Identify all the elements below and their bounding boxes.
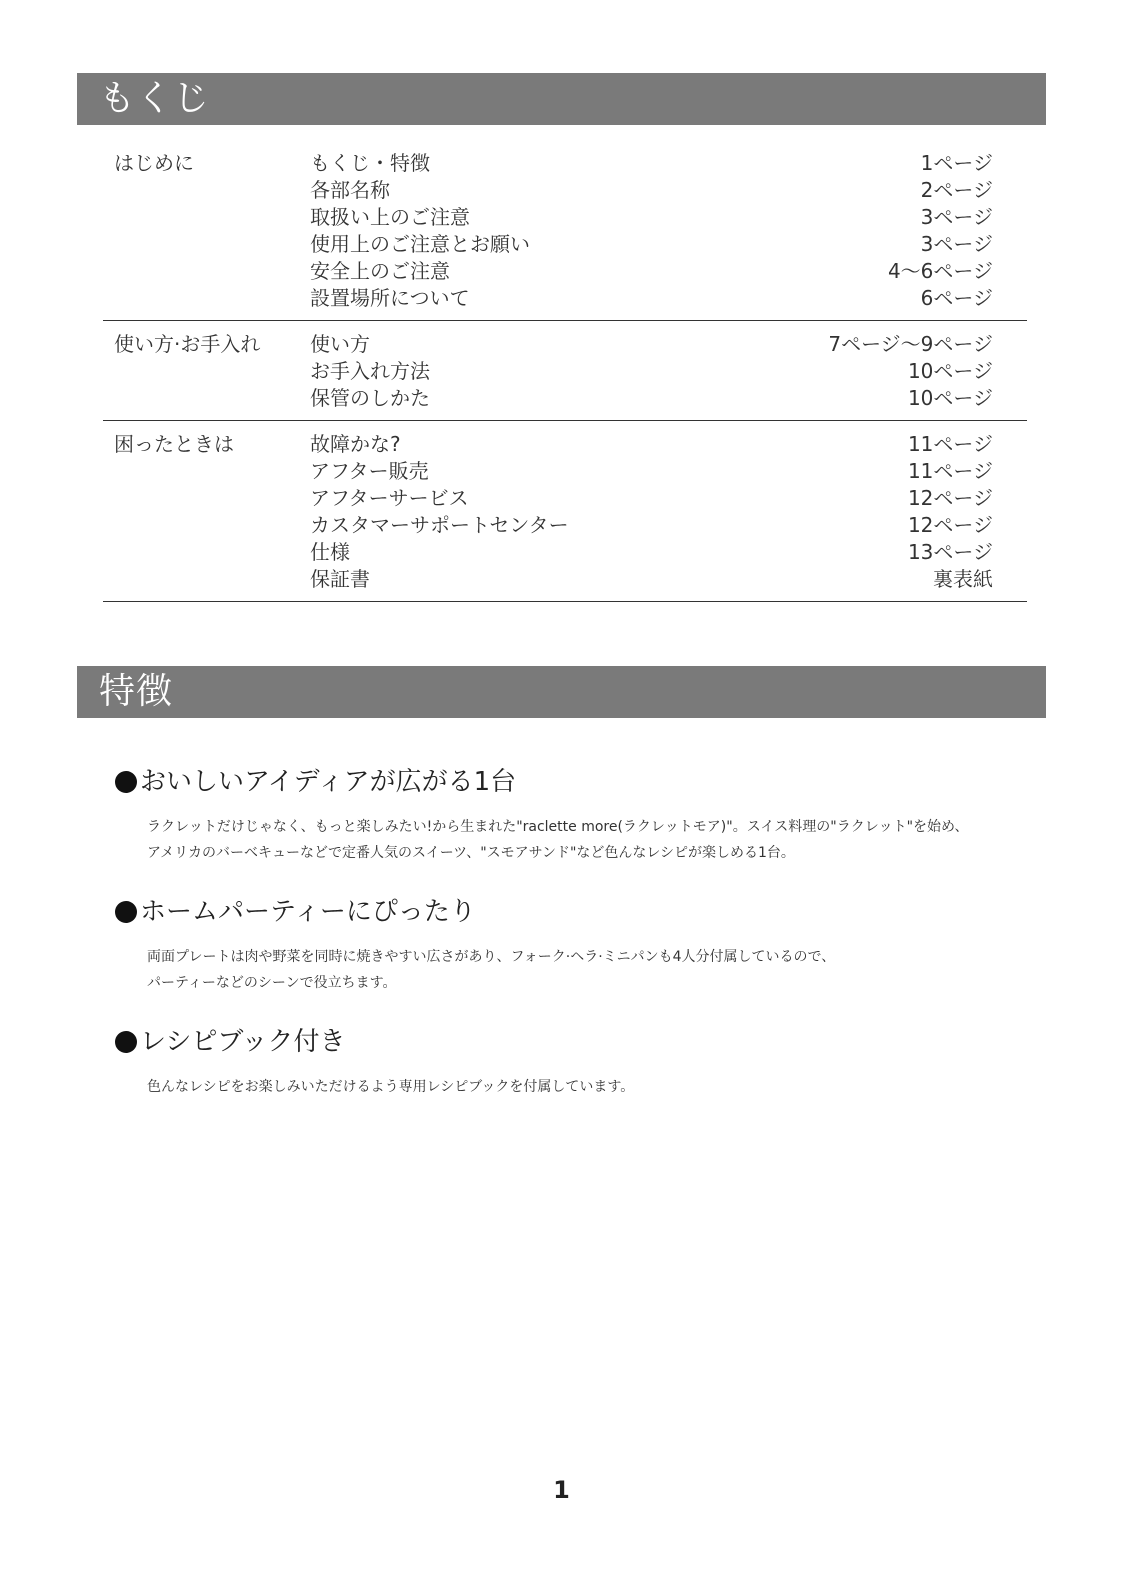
feature-description-line: 両面プレートは肉や野菜を同時に焼きやすい広さがあり、フォーク·ヘラ·ミニパンも4人分付属しているので、	[147, 949, 836, 965]
toc-entry-title: アフター販売	[310, 459, 429, 483]
toc-entry-title: カスタマーサポートセンター	[310, 513, 569, 537]
bullet-icon	[115, 771, 137, 793]
toc-entry[interactable]	[310, 331, 993, 358]
toc-entry-title: 仕様	[310, 540, 350, 564]
toc-entry-page: 1ページ	[920, 151, 993, 175]
toc-entry-title: 使い方	[310, 332, 370, 356]
toc-entry-page: 7ページ〜9ページ	[828, 332, 993, 356]
toc-section-label: 困ったときは	[114, 432, 234, 456]
toc-entry[interactable]	[310, 177, 993, 204]
feature-description-line: パーティーなどのシーンで役立ちます。	[147, 975, 397, 991]
feature-description	[147, 814, 1015, 866]
toc-entry[interactable]	[310, 285, 993, 312]
toc-entry-title: もくじ・特徴	[310, 151, 430, 175]
features-banner	[77, 666, 1046, 718]
toc-entry-page: 10ページ	[907, 386, 993, 410]
feature-item	[115, 894, 1015, 996]
toc-entry-page: 11ページ	[907, 432, 993, 456]
toc-entry[interactable]	[310, 204, 993, 231]
toc-entry-page: 2ページ	[920, 178, 993, 202]
toc-entry[interactable]	[310, 258, 993, 285]
feature-description	[147, 944, 1015, 996]
toc-entry[interactable]	[310, 539, 993, 566]
feature-title-row	[115, 1024, 1015, 1060]
toc-entry-title: 安全上のご注意	[310, 259, 450, 283]
toc-banner	[77, 73, 1046, 125]
toc-entry-page: 裏表紙	[933, 567, 993, 591]
toc-entry-page: 12ページ	[907, 513, 993, 537]
feature-description-line: ラクレットだけじゃなく、もっと楽しみたい!から生まれた"raclette more(ラクレットモア)"。スイス料理の"ラクレット"を始め、	[147, 819, 969, 835]
toc-section	[103, 421, 1027, 602]
toc-entry-title: 取扱い上のご注意	[310, 205, 470, 229]
toc-entry[interactable]	[310, 358, 993, 385]
page-number: 1	[553, 1476, 570, 1504]
toc-entry-page: 10ページ	[907, 359, 993, 383]
toc-entry-page: 4〜6ページ	[887, 259, 993, 283]
toc-entry[interactable]	[310, 566, 993, 593]
toc-entry-page: 11ページ	[907, 459, 993, 483]
toc-entry-title: お手入れ方法	[310, 359, 430, 383]
feature-description-line: アメリカのバーベキューなどで定番人気のスイーツ、"スモアサンド"など色んなレシピが楽しめる1台。	[147, 845, 795, 861]
toc-entry-page: 3ページ	[920, 232, 993, 256]
toc-entry-title: 保証書	[310, 567, 370, 591]
toc-entry[interactable]	[310, 485, 993, 512]
toc-section-label: はじめに	[114, 151, 194, 175]
toc-entry-page: 3ページ	[920, 205, 993, 229]
features-list	[115, 764, 1015, 1128]
toc-entry[interactable]	[310, 150, 993, 177]
feature-title: レシピブック付き	[140, 1027, 346, 1057]
toc-entry-title: 各部名称	[310, 178, 390, 202]
toc-entry-title: 設置場所について	[310, 286, 470, 310]
feature-description-line: 色んなレシピをお楽しみいただけるよう専用レシピブックを付属しています。	[147, 1079, 635, 1095]
table-of-contents	[103, 146, 1027, 602]
feature-title-row	[115, 894, 1015, 930]
toc-entry-title: 使用上のご注意とお願い	[310, 232, 530, 256]
toc-entry[interactable]	[310, 512, 993, 539]
toc-heading: もくじ	[99, 78, 211, 119]
toc-section-label: 使い方·お手入れ	[114, 332, 261, 356]
toc-entry-title: アフターサービス	[310, 486, 469, 510]
feature-title-row	[115, 764, 1015, 800]
toc-entry[interactable]	[310, 231, 993, 258]
toc-entry-page: 12ページ	[907, 486, 993, 510]
bullet-icon	[115, 901, 137, 923]
feature-title: おいしいアイディアが広がる1台	[140, 767, 517, 797]
toc-entry[interactable]	[310, 458, 993, 485]
feature-title: ホームパーティーにぴったり	[140, 897, 476, 927]
toc-section	[103, 321, 1027, 421]
features-heading: 特徴	[99, 671, 174, 712]
toc-entry-title: 保管のしかた	[310, 386, 430, 410]
toc-entry[interactable]	[310, 431, 993, 458]
feature-item	[115, 764, 1015, 866]
toc-entry-page: 6ページ	[920, 286, 993, 310]
bullet-icon	[115, 1031, 137, 1053]
toc-entry-title: 故障かな?	[310, 432, 401, 456]
toc-section	[103, 146, 1027, 321]
toc-entry[interactable]	[310, 385, 993, 412]
feature-item	[115, 1024, 1015, 1100]
toc-entry-page: 13ページ	[907, 540, 993, 564]
feature-description	[147, 1074, 1015, 1100]
